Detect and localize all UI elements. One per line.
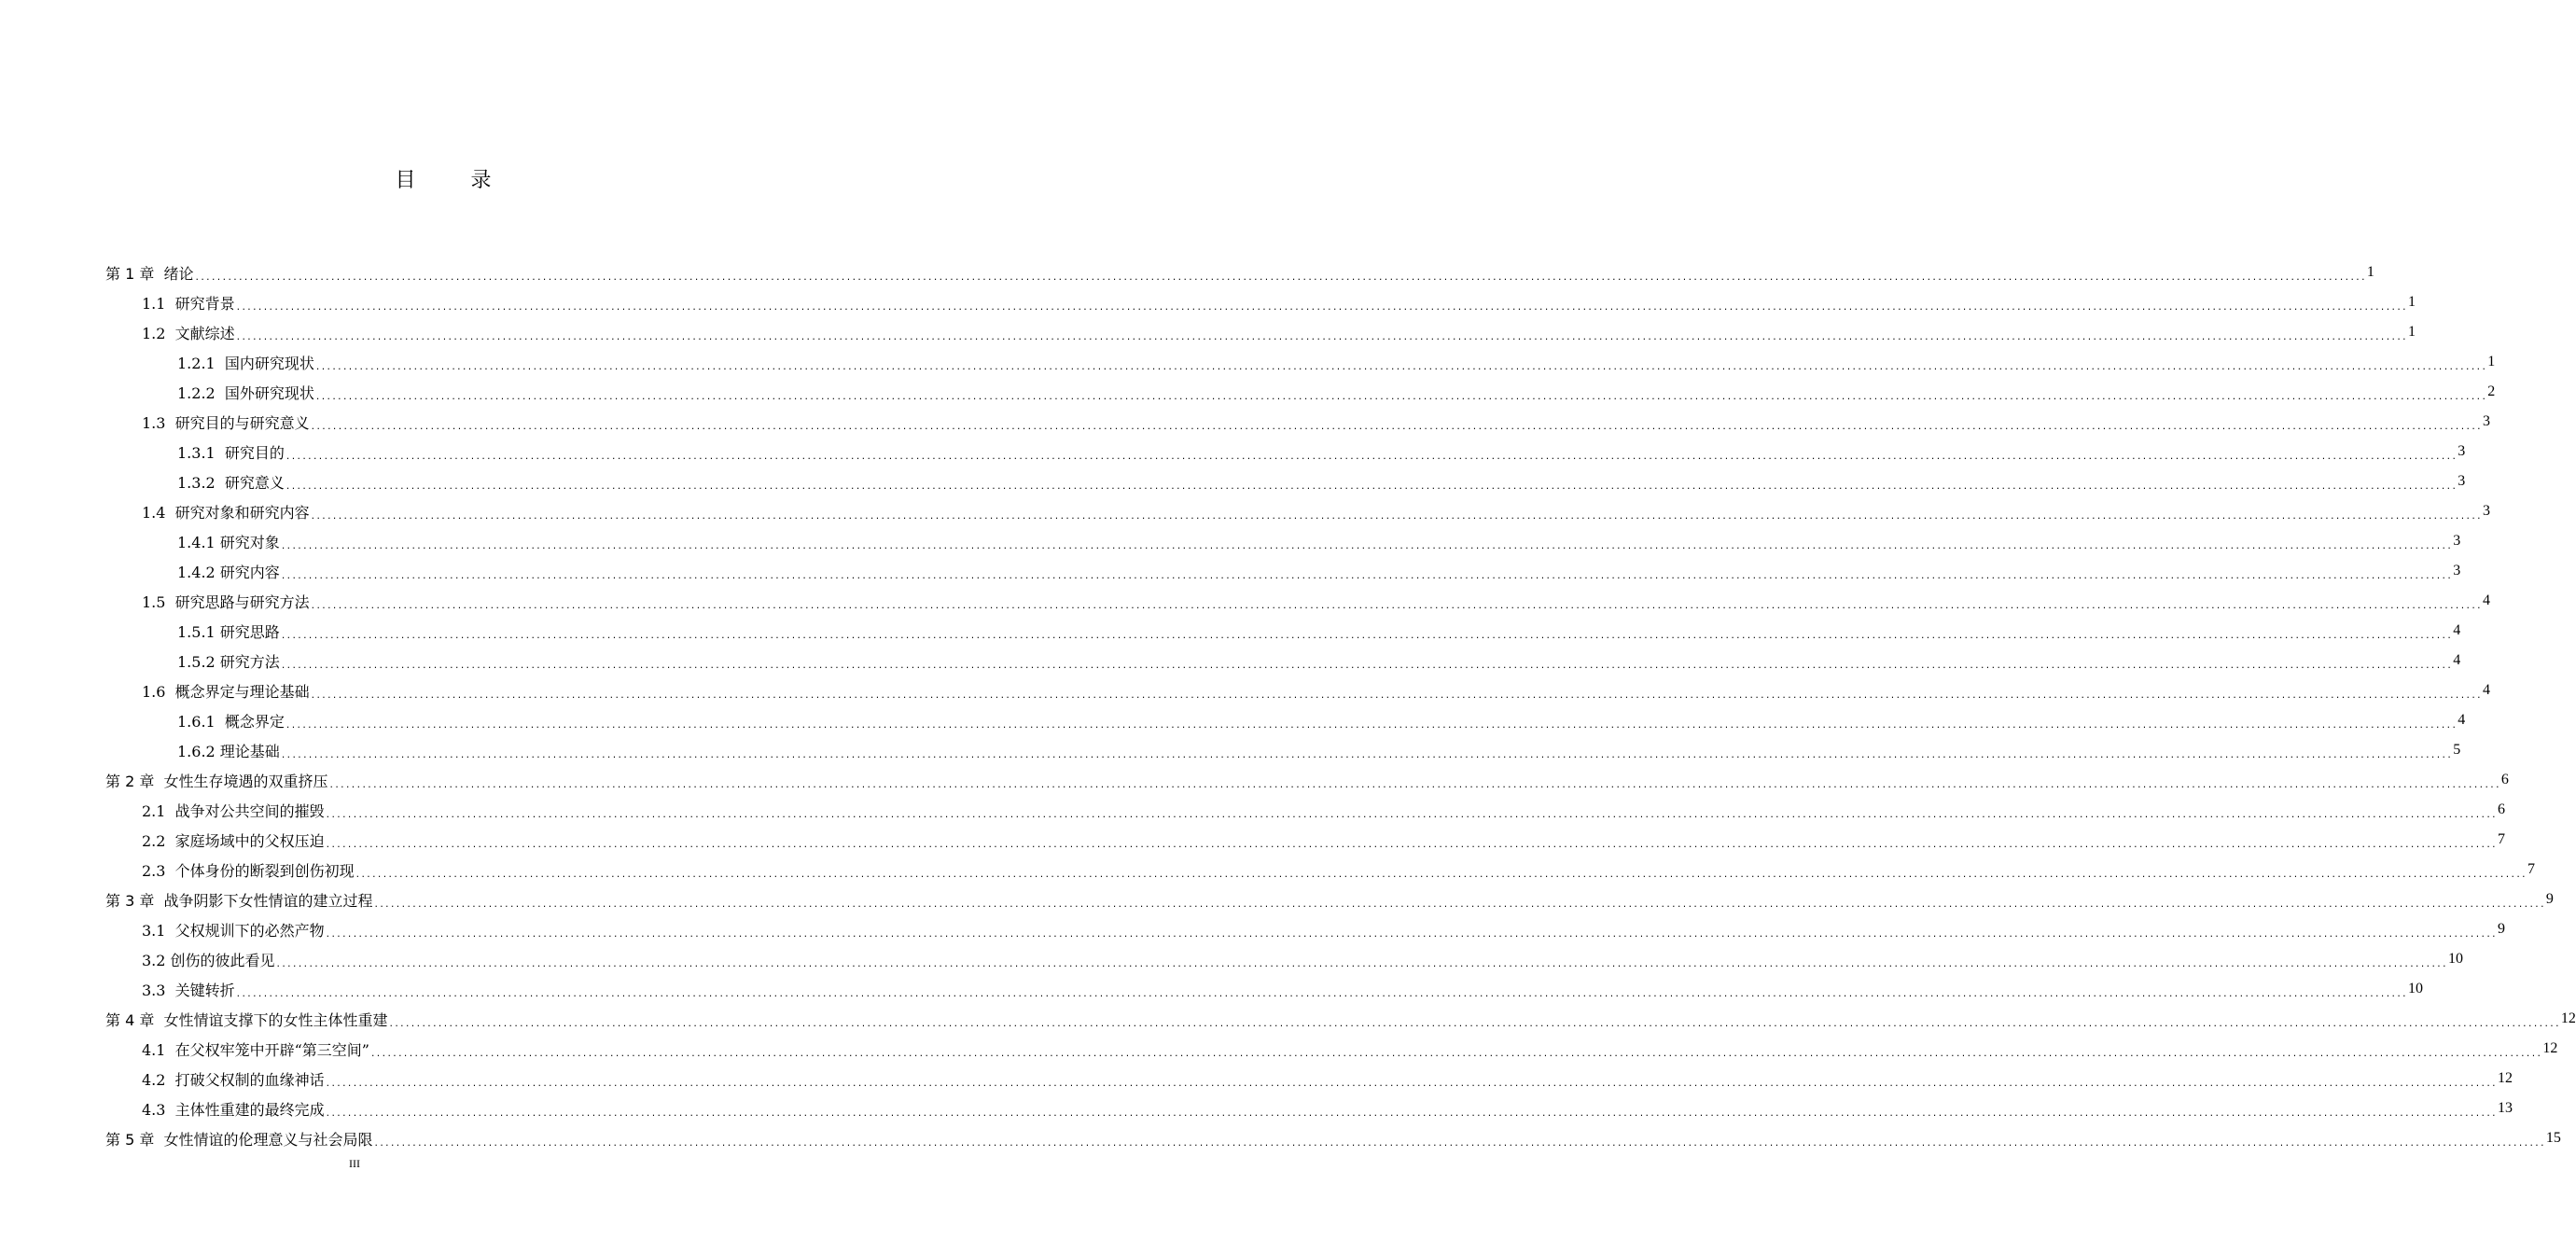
- toc-entry[interactable]: [0, 526, 2461, 556]
- toc-entry-title: 1.4.1 研究对象: [177, 533, 280, 551]
- toc-entry[interactable]: [0, 467, 2466, 496]
- toc-entry-page-number: 3: [2483, 503, 2491, 519]
- toc-entry-title: 3.1 父权规训下的必然产物: [142, 921, 325, 940]
- dot-leader: ................................................................................................................................................................................................................................................................................................................................................................................................................: [310, 423, 2483, 432]
- table-of-contents: [0, 258, 2576, 1153]
- toc-entry-title: 1.1 研究背景: [142, 294, 235, 313]
- dot-leader: ................................................................................................................................................................................................................................................................................................................................................................................................................: [285, 482, 2458, 492]
- toc-entry[interactable]: [0, 646, 2461, 676]
- dot-leader: ................................................................................................................................................................................................................................................................................................................................................................................................................: [325, 930, 2498, 940]
- toc-entry-page-number: 10: [2447, 951, 2463, 967]
- toc-entry-title: 1.6.2 理论基础: [177, 742, 280, 760]
- toc-entry[interactable]: [0, 855, 2536, 885]
- dot-leader: ................................................................................................................................................................................................................................................................................................................................................................................................................: [369, 1050, 2542, 1059]
- toc-entry-page-number: 1: [2487, 354, 2496, 369]
- toc-entry-page-number: 3: [2453, 533, 2461, 549]
- dot-leader: ................................................................................................................................................................................................................................................................................................................................................................................................................: [280, 572, 2453, 581]
- toc-entry-title: 1.2.2 国外研究现状: [177, 383, 314, 402]
- dot-leader: ................................................................................................................................................................................................................................................................................................................................................................................................................: [314, 393, 2487, 402]
- dot-leader: ................................................................................................................................................................................................................................................................................................................................................................................................................: [280, 751, 2453, 760]
- toc-entry[interactable]: [0, 765, 2509, 795]
- toc-entry-title: 1.2 文献综述: [142, 324, 235, 342]
- toc-entry-title: 4.2 打破父权制的血缘神话: [142, 1070, 325, 1089]
- toc-entry-page-number: 6: [2500, 772, 2509, 787]
- dot-leader: ................................................................................................................................................................................................................................................................................................................................................................................................................: [325, 1080, 2498, 1089]
- dot-leader: ................................................................................................................................................................................................................................................................................................................................................................................................................: [325, 811, 2498, 820]
- dot-leader: ................................................................................................................................................................................................................................................................................................................................................................................................................: [235, 990, 2408, 999]
- toc-entry-title: 1.3.2 研究意义: [177, 473, 285, 492]
- toc-entry-title: 2.1 战争对公共空间的摧毁: [142, 801, 325, 820]
- toc-entry[interactable]: [0, 825, 2506, 855]
- toc-entry-title: 第 4 章 女性情谊支撑下的女性主体性重建: [105, 1010, 388, 1029]
- toc-entry-page-number: 4: [2453, 622, 2461, 638]
- toc-entry-page-number: 2: [2487, 383, 2496, 399]
- toc-entry-page-number: 3: [2453, 563, 2461, 578]
- toc-entry[interactable]: [0, 705, 2466, 735]
- toc-entry[interactable]: [0, 377, 2496, 407]
- toc-entry-page-number: 13: [2498, 1100, 2513, 1116]
- toc-entry-title: 1.4 研究对象和研究内容: [142, 503, 310, 522]
- toc-entry[interactable]: [0, 1094, 2513, 1123]
- toc-entry-page-number: 4: [2458, 712, 2466, 728]
- toc-entry[interactable]: [0, 258, 2374, 287]
- toc-entry[interactable]: [0, 407, 2491, 437]
- toc-entry[interactable]: [0, 586, 2491, 616]
- dot-leader: ................................................................................................................................................................................................................................................................................................................................................................................................................: [355, 871, 2527, 880]
- dot-leader: ................................................................................................................................................................................................................................................................................................................................................................................................................: [325, 1109, 2498, 1119]
- dot-leader: ................................................................................................................................................................................................................................................................................................................................................................................................................: [328, 781, 2500, 790]
- toc-entry-page-number: 12: [2560, 1010, 2576, 1026]
- dot-leader: ................................................................................................................................................................................................................................................................................................................................................................................................................: [310, 691, 2483, 701]
- toc-entry-page-number: 1: [2408, 294, 2416, 310]
- toc-entry-title: 3.3 关键转折: [142, 981, 235, 999]
- toc-entry[interactable]: [0, 556, 2461, 586]
- toc-entry-page-number: 1: [2366, 264, 2374, 280]
- footer-page-number: III: [349, 1157, 360, 1170]
- toc-entry[interactable]: [0, 616, 2461, 646]
- toc-entry-title: 2.2 家庭场域中的父权压迫: [142, 831, 325, 850]
- toc-entry-title: 1.3 研究目的与研究意义: [142, 413, 310, 432]
- dot-leader: ................................................................................................................................................................................................................................................................................................................................................................................................................: [280, 662, 2453, 671]
- toc-entry-page-number: 4: [2453, 652, 2461, 668]
- toc-entry-title: 1.5.1 研究思路: [177, 622, 280, 641]
- dot-leader: ................................................................................................................................................................................................................................................................................................................................................................................................................: [280, 542, 2453, 551]
- dot-leader: ................................................................................................................................................................................................................................................................................................................................................................................................................: [388, 1020, 2560, 1029]
- toc-entry[interactable]: [0, 795, 2506, 825]
- toc-entry-page-number: 4: [2483, 592, 2491, 608]
- toc-entry[interactable]: [0, 885, 2554, 914]
- page-title: 目 录: [395, 169, 516, 192]
- toc-entry[interactable]: [0, 437, 2466, 467]
- toc-entry-title: 1.5.2 研究方法: [177, 652, 280, 671]
- toc-entry-page-number: 4: [2483, 682, 2491, 698]
- toc-entry-page-number: 6: [2498, 801, 2506, 817]
- toc-entry-page-number: 9: [2545, 891, 2554, 907]
- toc-entry-page-number: 7: [2498, 831, 2506, 847]
- dot-leader: ................................................................................................................................................................................................................................................................................................................................................................................................................: [235, 303, 2408, 313]
- toc-entry[interactable]: [0, 1123, 2561, 1153]
- toc-entry[interactable]: [0, 1004, 2576, 1034]
- toc-entry[interactable]: [0, 1034, 2558, 1064]
- toc-entry-page-number: 3: [2483, 413, 2491, 429]
- toc-entry[interactable]: [0, 735, 2461, 765]
- dot-leader: ................................................................................................................................................................................................................................................................................................................................................................................................................: [285, 453, 2458, 462]
- toc-entry[interactable]: [0, 974, 2424, 1004]
- dot-leader: ................................................................................................................................................................................................................................................................................................................................................................................................................: [285, 721, 2458, 731]
- toc-entry-title: 4.3 主体性重建的最终完成: [142, 1100, 325, 1119]
- toc-entry-title: 第 2 章 女性生存境遇的双重挤压: [105, 772, 328, 790]
- toc-entry-title: 1.2.1 国内研究现状: [177, 354, 314, 372]
- toc-entry-page-number: 7: [2527, 861, 2536, 877]
- toc-entry-title: 第 5 章 女性情谊的伦理意义与社会局限: [105, 1130, 373, 1149]
- toc-entry-page-number: 3: [2458, 473, 2466, 489]
- toc-entry-page-number: 3: [2458, 443, 2466, 459]
- toc-entry-title: 1.6 概念界定与理论基础: [142, 682, 310, 701]
- toc-entry[interactable]: [0, 317, 2416, 347]
- toc-entry[interactable]: [0, 944, 2463, 974]
- toc-entry-title: 1.5 研究思路与研究方法: [142, 592, 310, 611]
- toc-entry[interactable]: [0, 914, 2506, 944]
- toc-entry[interactable]: [0, 676, 2491, 705]
- dot-leader: ................................................................................................................................................................................................................................................................................................................................................................................................................: [310, 512, 2483, 522]
- toc-entry-title: 1.6.1 概念界定: [177, 712, 285, 731]
- dot-leader: ................................................................................................................................................................................................................................................................................................................................................................................................................: [325, 841, 2498, 850]
- dot-leader: ................................................................................................................................................................................................................................................................................................................................................................................................................: [314, 363, 2487, 372]
- dot-leader: ................................................................................................................................................................................................................................................................................................................................................................................................................: [280, 632, 2453, 641]
- toc-entry[interactable]: [0, 287, 2416, 317]
- toc-entry[interactable]: [0, 1064, 2513, 1094]
- toc-entry-title: 2.3 个体身份的断裂到创伤初现: [142, 861, 355, 880]
- toc-entry-title: 1.4.2 研究内容: [177, 563, 280, 581]
- dot-leader: ................................................................................................................................................................................................................................................................................................................................................................................................................: [275, 960, 2447, 969]
- dot-leader: ................................................................................................................................................................................................................................................................................................................................................................................................................: [373, 1139, 2545, 1149]
- toc-entry-page-number: 1: [2408, 324, 2416, 340]
- toc-entry-page-number: 10: [2408, 981, 2424, 996]
- toc-entry-title: 3.2 创伤的彼此看见: [142, 951, 275, 969]
- toc-entry-title: 第 3 章 战争阴影下女性情谊的建立过程: [105, 891, 373, 910]
- toc-entry[interactable]: [0, 496, 2491, 526]
- toc-entry[interactable]: [0, 347, 2496, 377]
- dot-leader: ................................................................................................................................................................................................................................................................................................................................................................................................................: [373, 900, 2545, 910]
- toc-entry-page-number: 9: [2498, 921, 2506, 937]
- toc-entry-title: 4.1 在父权牢笼中开辟“第三空间”: [142, 1040, 369, 1059]
- toc-entry-title: 第 1 章 绪论: [105, 264, 194, 283]
- dot-leader: ................................................................................................................................................................................................................................................................................................................................................................................................................: [235, 333, 2408, 342]
- toc-entry-page-number: 5: [2453, 742, 2461, 758]
- toc-entry-title: 1.3.1 研究目的: [177, 443, 285, 462]
- dot-leader: ................................................................................................................................................................................................................................................................................................................................................................................................................: [310, 602, 2483, 611]
- dot-leader: ................................................................................................................................................................................................................................................................................................................................................................................................................: [194, 273, 2366, 283]
- toc-entry-page-number: 15: [2545, 1130, 2561, 1146]
- toc-entry-page-number: 12: [2498, 1070, 2513, 1086]
- toc-entry-page-number: 12: [2542, 1040, 2558, 1056]
